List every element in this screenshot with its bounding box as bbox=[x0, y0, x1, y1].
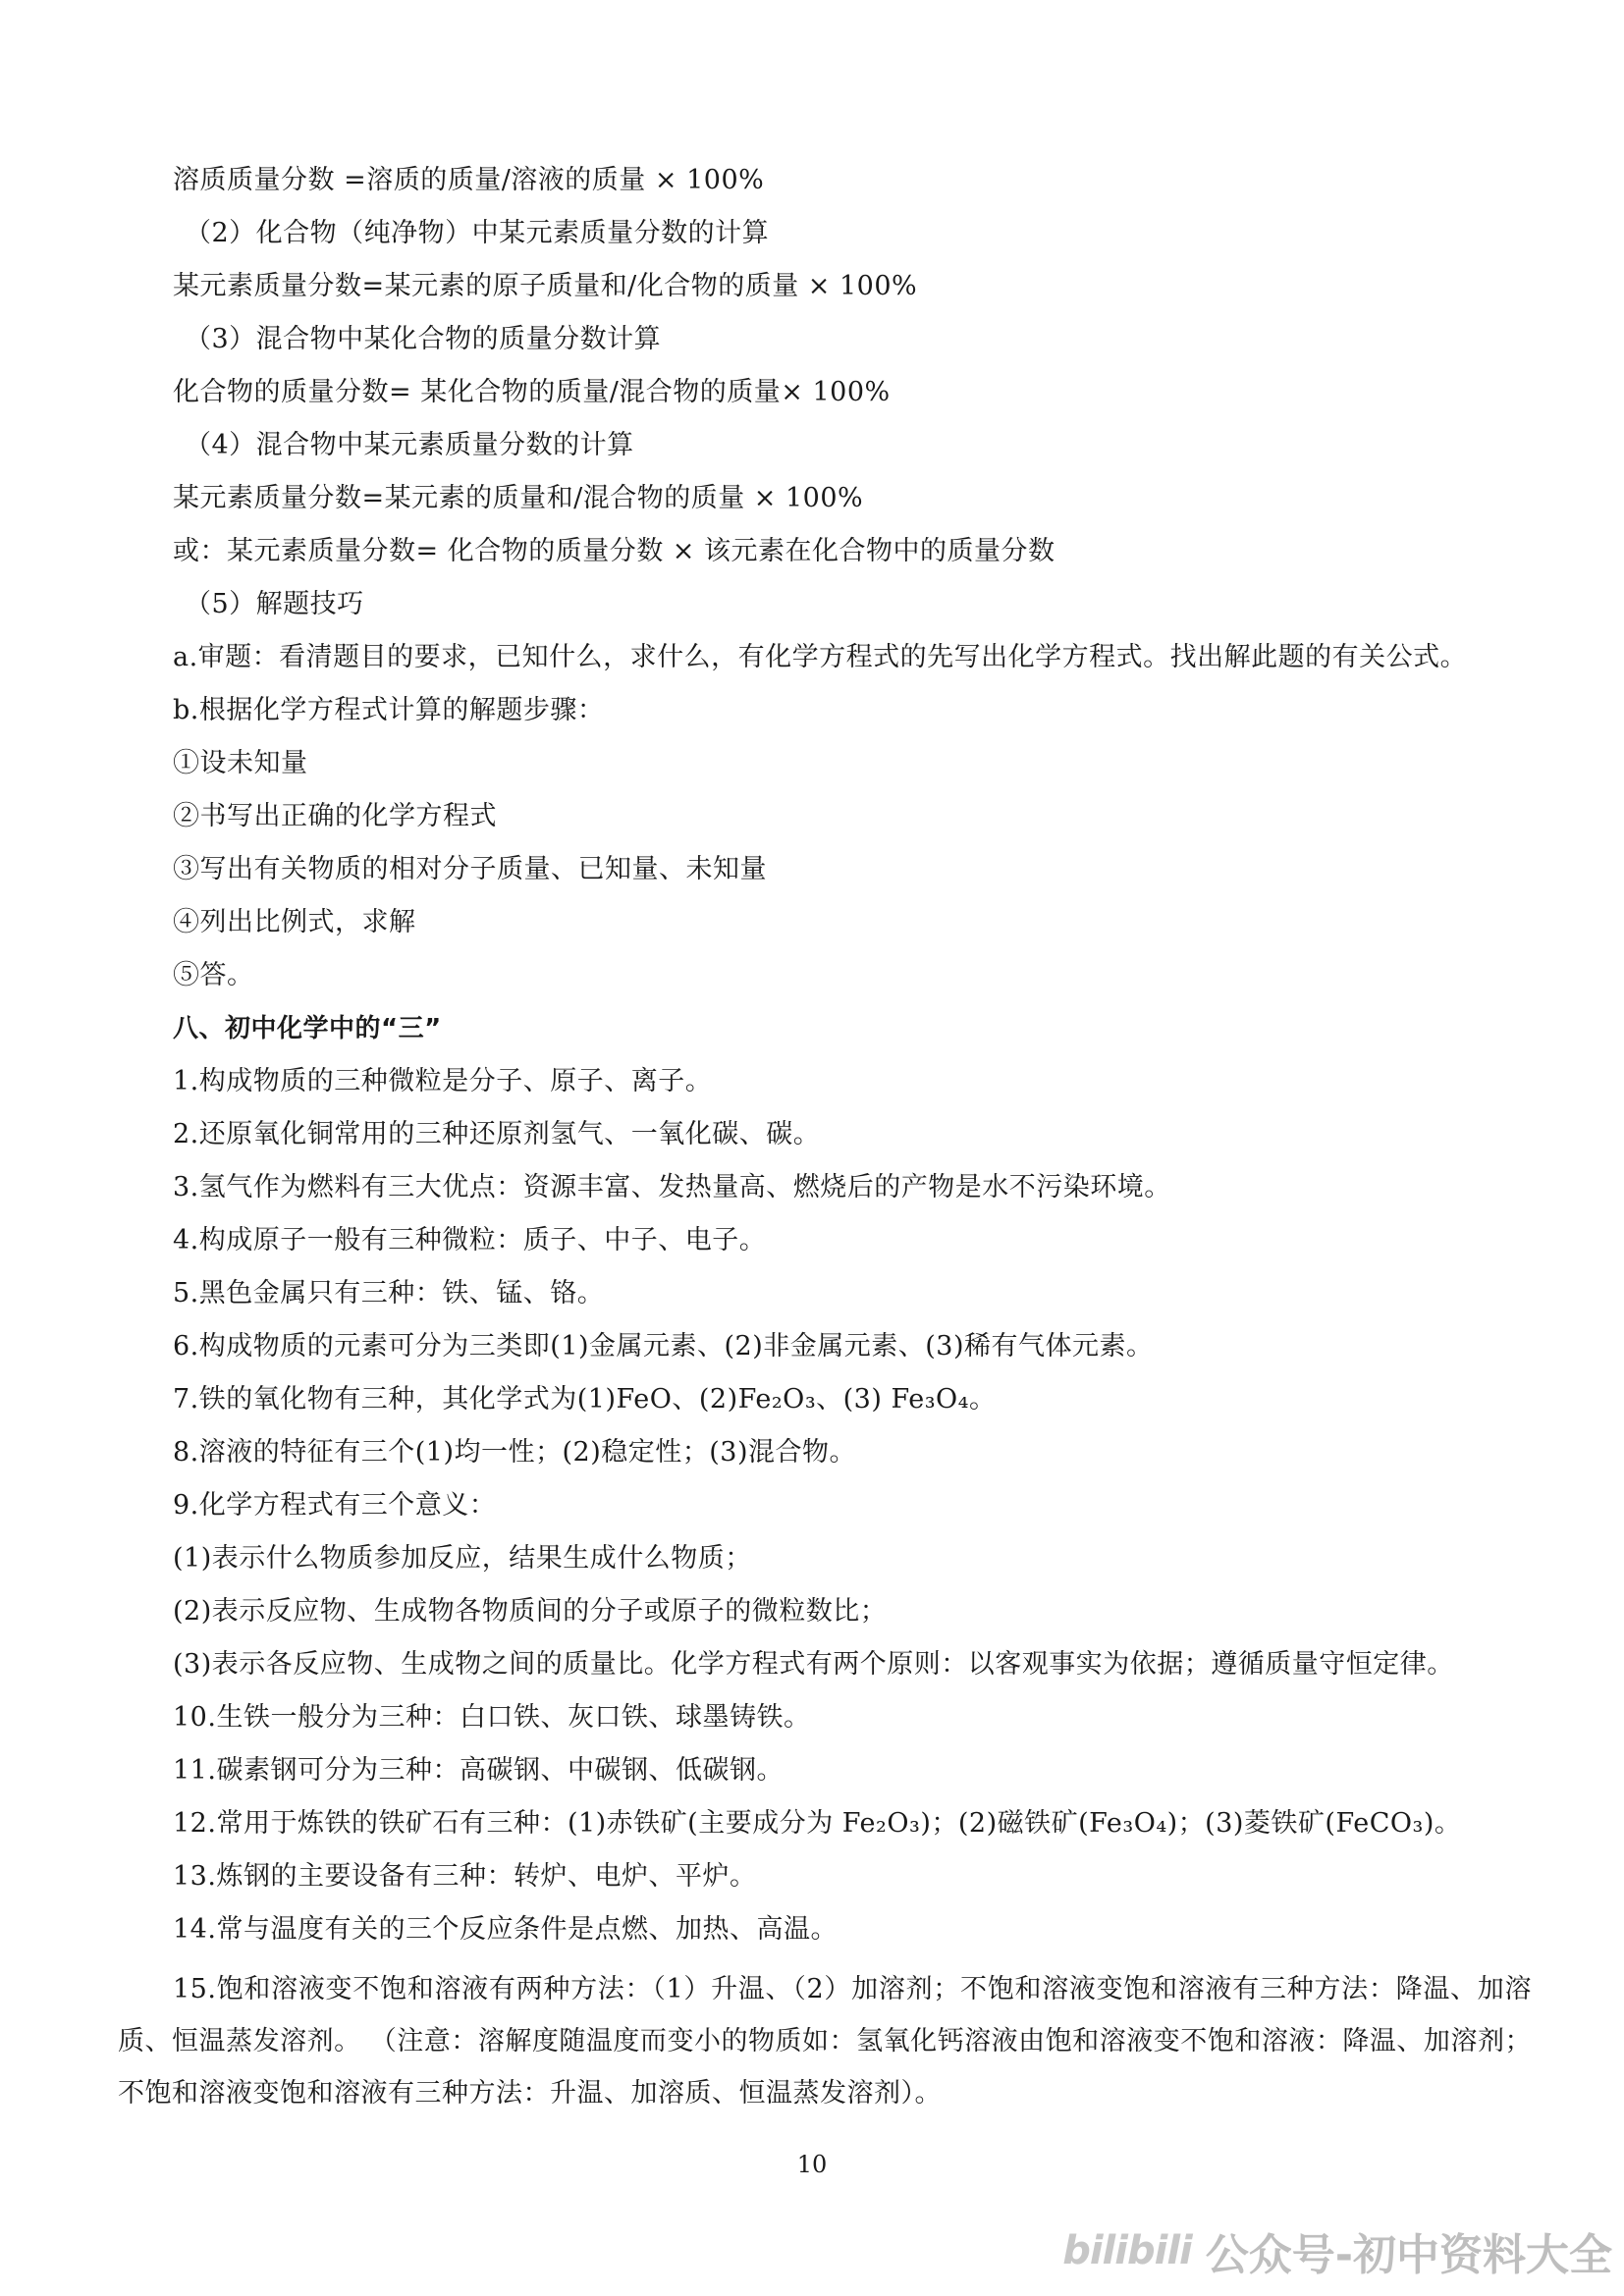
tip-a-review-question: a.审题：看清题目的要求，已知什么，求什么，有化学方程式的先写出化学方程式。找出解此题的有关公式。 bbox=[173, 642, 1468, 672]
list-item-11: 11.碳素钢可分为三种：高碳钢、中碳钢、低碳钢。 bbox=[173, 1755, 784, 1786]
watermark bbox=[1062, 2219, 1612, 2282]
list-item-3: 3.氢气作为燃料有三大优点：资源丰富、发热量高、燃烧后的产物是水不污染环境。 bbox=[173, 1172, 1171, 1202]
formula-compound-fraction-mixture: 化合物的质量分数= 某化合物的质量/混合物的质量× 100% bbox=[173, 377, 891, 407]
page-number: 10 bbox=[796, 2151, 828, 2178]
formula-element-fraction-alternative: 或：某元素质量分数= 化合物的质量分数 × 该元素在化合物中的质量分数 bbox=[173, 536, 1056, 566]
list-item-12: 12.常用于炼铁的铁矿石有三种：(1)赤铁矿(主要成分为 Fe₂O₃)；(2)磁铁矿(Fe₃O₄)；(3)菱铁矿(FeCO₃)。 bbox=[173, 1808, 1462, 1839]
list-item-15-paragraph: 15.饱和溶液变不饱和溶液有两种方法：（1）升温、（2）加溶剂；不饱和溶液变饱和溶液有三种方法：降温、加溶质、恒温蒸发溶剂。 （注意：溶解度随温度而变小的物质如：氢氧化钙溶液由饱和溶液变不饱和溶液：降温、加溶剂；不饱和溶液变饱和溶液有三种方法：升温、加溶质、恒温蒸发溶剂）。 bbox=[118, 1974, 1532, 2109]
subheading-mixture-element-fraction: （4）混合物中某元素质量分数的计算 bbox=[185, 430, 634, 460]
list-item-2: 2.还原氧化铜常用的三种还原剂氢气、一氧化碳、碳。 bbox=[173, 1119, 821, 1149]
step-3: ③写出有关物质的相对分子质量、已知量、未知量 bbox=[173, 854, 767, 884]
subheading-compound-element-fraction: （2）化合物（纯净物）中某元素质量分数的计算 bbox=[185, 218, 770, 248]
list-item-6: 6.构成物质的元素可分为三类即(1)金属元素、(2)非金属元素、(3)稀有气体元素。 bbox=[173, 1331, 1154, 1362]
tip-b-calculation-steps: b.根据化学方程式计算的解题步骤： bbox=[173, 695, 605, 725]
list-item-9-meaning-1: (1)表示什么物质参加反应，结果生成什么物质； bbox=[173, 1543, 752, 1574]
bilibili-logo: bilibili bbox=[1062, 2228, 1192, 2273]
list-item-10: 10.生铁一般分为三种：白口铁、灰口铁、球墨铸铁。 bbox=[173, 1702, 811, 1733]
list-item-1: 1.构成物质的三种微粒是分子、原子、离子。 bbox=[173, 1066, 713, 1096]
section-heading-eight: 八、初中化学中的“三” bbox=[173, 1014, 442, 1043]
step-5: ⑤答。 bbox=[173, 960, 254, 990]
step-2: ②书写出正确的化学方程式 bbox=[173, 801, 497, 831]
subheading-mixture-compound-fraction: （3）混合物中某化合物的质量分数计算 bbox=[185, 324, 662, 354]
list-item-7: 7.铁的氧化物有三种，其化学式为(1)FeO、(2)Fe₂O₃、(3) Fe₃O₄。 bbox=[173, 1384, 997, 1415]
step-4: ④列出比例式，求解 bbox=[173, 907, 416, 937]
list-item-5: 5.黑色金属只有三种：铁、锰、铬。 bbox=[173, 1278, 605, 1308]
watermark-text: 公众号-初中资料大全 bbox=[1205, 2230, 1612, 2280]
list-item-13: 13.炼钢的主要设备有三种：转炉、电炉、平炉。 bbox=[173, 1861, 757, 1892]
list-item-4: 4.构成原子一般有三种微粒：质子、中子、电子。 bbox=[173, 1225, 767, 1255]
list-item-9-meaning-2: (2)表示反应物、生成物各物质间的分子或原子的微粒数比； bbox=[173, 1596, 888, 1627]
list-item-14: 14.常与温度有关的三个反应条件是点燃、加热、高温。 bbox=[173, 1914, 838, 1945]
formula-element-fraction-compound: 某元素质量分数=某元素的原子质量和/化合物的质量 × 100% bbox=[173, 271, 918, 301]
formula-solute-mass-fraction: 溶质质量分数 =溶质的质量/溶液的质量 × 100% bbox=[173, 165, 765, 195]
step-1: ①设未知量 bbox=[173, 748, 308, 778]
list-item-8: 8.溶液的特征有三个(1)均一性；(2)稳定性；(3)混合物。 bbox=[173, 1437, 856, 1468]
list-item-9: 9.化学方程式有三个意义： bbox=[173, 1490, 497, 1521]
formula-element-fraction-mixture: 某元素质量分数=某元素的质量和/混合物的质量 × 100% bbox=[173, 483, 864, 513]
subheading-problem-solving-tips: （5）解题技巧 bbox=[185, 589, 364, 619]
list-item-9-meaning-3: (3)表示各反应物、生成物之间的质量比。化学方程式有两个原则：以客观事实为依据；遵循质量守恒定律。 bbox=[173, 1649, 1454, 1680]
